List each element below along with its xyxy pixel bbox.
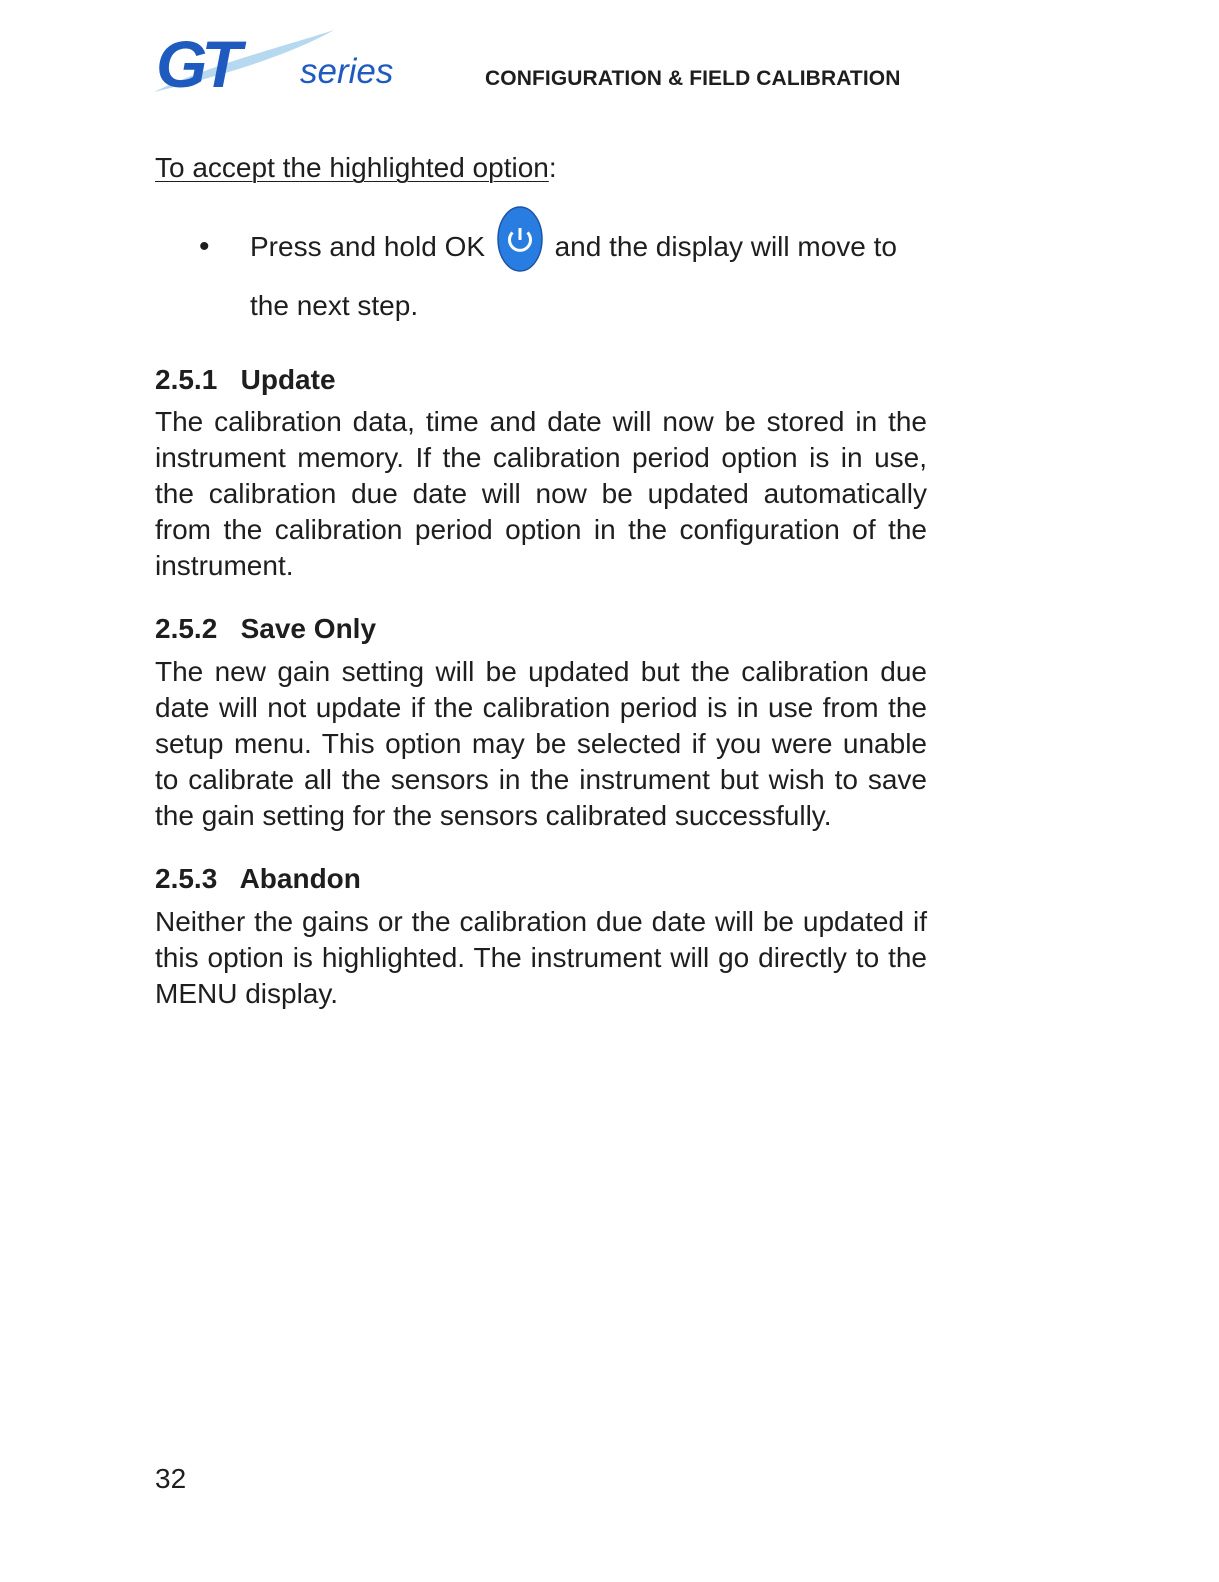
section-body-save-only: The new gain setting will be updated but the calibration due date will not update if the calibration period is in use from the setup menu. This option may be selected if you were unable to calibrate all the sensors in the instrument but wish to save the gain setting for the sensors calibrated successfully.: [155, 655, 927, 831]
page-number: 32: [155, 1463, 187, 1494]
section-title-save-only: 2.5.2 Save Only: [155, 613, 377, 645]
bullet-dot: •: [199, 230, 210, 264]
section-body-abandon: Neither the gains or the calibration due date will be updated if this option is highlighted. The instrument will go directly to the MENU display.: [155, 905, 927, 1009]
bullet-text-before: Press and hold OK: [250, 231, 486, 263]
intro-text: To accept the highlighted option: [155, 152, 549, 183]
page-header-title: CONFIGURATION & FIELD CALIBRATION: [485, 67, 901, 90]
logo-gt-text: GT: [156, 27, 236, 98]
bullet-text-after: and the display will move to the next step.: [250, 231, 897, 321]
section-body-update: The calibration data, time and date will now be stored in the instrument memory. If the calibration period option is in use, the calibration due date will now be updated automatically from the calibration period option in the configuration of the instrument.: [155, 406, 927, 582]
instruction-bullet: [155, 219, 927, 333]
section-title-abandon: 2.5.3 Abandon: [155, 862, 361, 894]
page-content: [155, 148, 927, 1012]
intro-colon: :: [548, 152, 557, 183]
gt-series-logo: [152, 24, 402, 98]
logo-series-text: series: [300, 52, 394, 91]
ok-button-image: [497, 206, 543, 272]
section-title-update: 2.5.1 Update: [155, 363, 336, 395]
power-icon: [497, 206, 543, 272]
intro-line: [155, 148, 927, 187]
